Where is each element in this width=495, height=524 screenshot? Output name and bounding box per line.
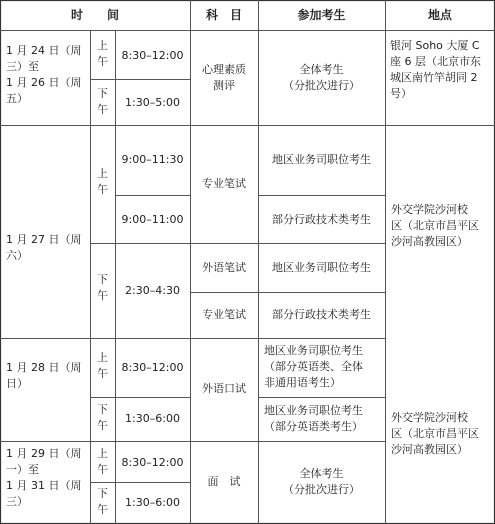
- header-location: 地点: [427, 8, 452, 22]
- r4-pm-label: 下 午: [97, 487, 108, 516]
- r2-pm-label: 下 午: [97, 273, 108, 302]
- header-time: 时 间: [70, 8, 119, 22]
- r1-am-time: 8:30–12:00: [121, 49, 184, 62]
- r1-date: 1 月 24 日（周 三）至 1 月 26 日（周 五）: [6, 44, 82, 105]
- r4-pm-time: 1:30–6:00: [125, 496, 180, 509]
- r2-participants-3: 地区业务司职位考生: [272, 261, 371, 274]
- r2-subject-pm-1: 外语笔试: [202, 261, 246, 274]
- r1-participants: 全体考生 （分批次进行）: [283, 63, 360, 92]
- r1-pm-label: 下 午: [97, 87, 108, 116]
- r2-location: 外交学院沙河校 区（北京市昌平区 沙河高教园区）: [391, 203, 479, 248]
- r2-participants-1: 地区业务司职位考生: [272, 153, 371, 166]
- r4-date: 1 月 29 日（周 一）至 1 月 31 日（周 三）: [6, 447, 82, 508]
- r3-participants-pm: 地区业务司职位考生 （部分英语类考生）: [264, 404, 363, 433]
- r2-pm-time: 2:30–4:30: [125, 284, 180, 297]
- r4-participants: 全体考生 （分批次进行）: [283, 467, 360, 496]
- r4-am-time: 8:30–12:00: [121, 456, 184, 469]
- r3-location: 外交学院沙河校 区（北京市昌平区 沙河高教园区）: [391, 411, 479, 456]
- r1-am-label: 上 午: [97, 39, 108, 68]
- header-participants: 参加考生: [297, 8, 346, 22]
- r3-pm-label: 下 午: [97, 403, 108, 432]
- r4-subject: 面 试: [207, 475, 241, 488]
- r1-subject: 心理素质 测评: [202, 63, 246, 92]
- r2-subject-am: 专业笔试: [202, 177, 246, 190]
- r1-pm-time: 1:30–5:00: [125, 96, 180, 109]
- r2-am-label: 上 午: [97, 167, 108, 196]
- r1-location: 银河 Soho 大厦 C 座 6 层（北京市东 城区南竹竿胡同 2 号）: [390, 39, 481, 100]
- r3-subject: 外语口试: [202, 382, 246, 395]
- r3-pm-time: 1:30–6:00: [125, 412, 180, 425]
- r2-participants-2: 部分行政技术类考生: [272, 213, 371, 226]
- r3-am-time: 8:30–12:00: [121, 361, 184, 374]
- r2-am-time-1: 9:00–11:30: [121, 153, 184, 166]
- r2-participants-4: 部分行政技术类考生: [272, 308, 371, 321]
- r4-am-label: 上 午: [97, 447, 108, 476]
- r3-participants-am: 地区业务司职位考生 （部分英语类、全体 非通用语考生）: [264, 344, 363, 389]
- r2-date: 1 月 27 日（周 六）: [6, 233, 82, 262]
- r2-am-time-2: 9:00–11:00: [121, 213, 184, 226]
- r2-subject-pm-2: 专业笔试: [202, 308, 246, 321]
- r3-date: 1 月 28 日（周 日）: [6, 361, 82, 390]
- header-subject: 科 目: [205, 8, 242, 22]
- r3-am-label: 上 午: [97, 351, 108, 380]
